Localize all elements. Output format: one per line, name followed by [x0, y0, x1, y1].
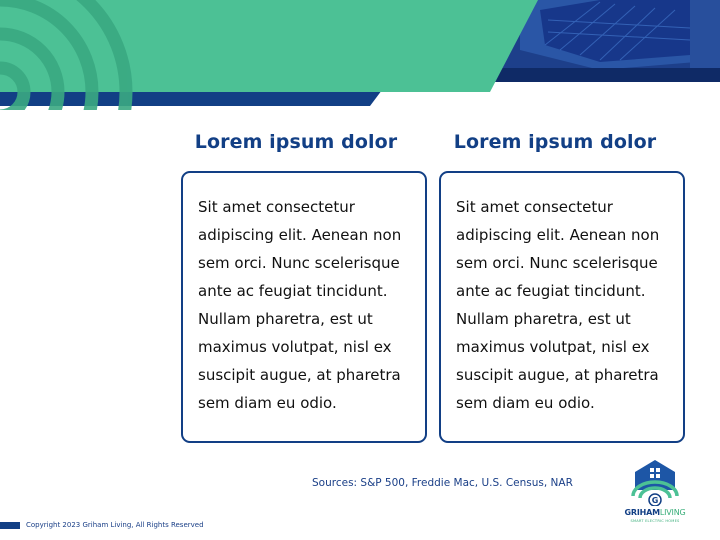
column-title-right: Lorem ipsum dolor	[453, 131, 657, 153]
house-logo-icon	[631, 458, 679, 506]
content-card-right	[439, 171, 685, 443]
header-banner	[0, 0, 720, 110]
sources-note: Sources: S&P 500, Freddie Mac, U.S. Census, NAR	[312, 477, 573, 489]
logo-monogram: G	[651, 496, 659, 505]
copyright-text: Copyright 2023 Griham Living, All Rights Reserved	[26, 521, 204, 529]
griham-living-logo	[621, 458, 689, 530]
logo-wordmark: GRIHAMLIVING	[624, 508, 686, 517]
card-body-text: Sit amet consectetur adipiscing elit. Aenean non sem orci. Nunc scelerisque ante ac feugiat tincidunt. Nullam pharetra, est ut maximus volutpat, nisl ex suscipit augue, at pharetra sem diam eu odio.	[198, 198, 402, 412]
footer-accent-bar	[0, 522, 20, 529]
card-body-text: Sit amet consectetur adipiscing elit. Aenean non sem orci. Nunc scelerisque ante ac feugiat tincidunt. Nullam pharetra, est ut maximus volutpat, nisl ex suscipit augue, at pharetra sem diam eu odio.	[456, 198, 660, 412]
column-title-left: Lorem ipsum dolor	[194, 131, 398, 153]
content-card-left	[181, 171, 427, 443]
logo-tagline: SMART ELECTRIC HOMES	[630, 519, 680, 523]
